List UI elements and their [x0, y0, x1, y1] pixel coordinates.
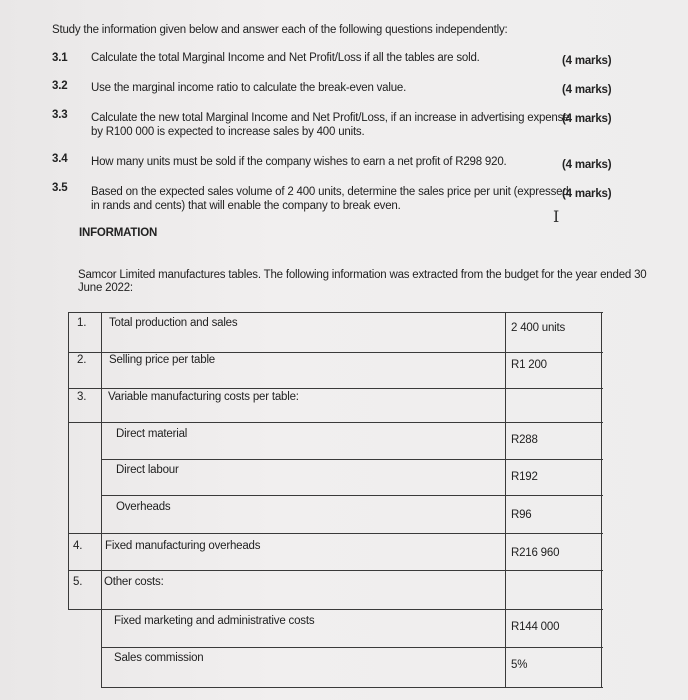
- table-row-label: Variable manufacturing costs per table:: [108, 391, 299, 403]
- table-row-value: R1 200: [511, 359, 547, 371]
- table-row-number: 5.: [73, 576, 83, 588]
- table-row-label: Fixed manufacturing overheads: [105, 540, 261, 552]
- table-border: [68, 422, 603, 423]
- info-heading: INFORMATION: [79, 227, 158, 239]
- table-row-number: 1.: [77, 317, 87, 329]
- table-row-value: 5%: [511, 659, 528, 671]
- question-number: 3.5: [52, 182, 68, 194]
- question-text: Calculate the total Marginal Income and Net Profit/Loss if all the tables are sold.: [91, 52, 480, 64]
- question-number: 3.1: [52, 52, 68, 64]
- info-text: Samcor Limited manufactures tables. The following information was extracted from the budget for the year ended 30: [78, 269, 647, 281]
- table-border: [101, 495, 603, 496]
- table-row-label: Overheads: [116, 501, 171, 513]
- question-text: in rands and cents) that will enable the company to break even.: [91, 200, 401, 212]
- table-border: [601, 312, 602, 688]
- question-text: How many units must be sold if the company wishes to earn a net profit of R298 920.: [91, 156, 507, 168]
- table-border: [68, 570, 603, 571]
- table-row-number: 2.: [77, 354, 87, 366]
- table-row-label: Fixed marketing and administrative costs: [114, 615, 315, 627]
- table-row-label: Other costs:: [104, 576, 164, 588]
- table-row-label: Direct labour: [116, 464, 179, 476]
- table-row-label: Direct material: [116, 428, 188, 440]
- table-border: [68, 609, 603, 610]
- table-row-label: Sales commission: [114, 652, 204, 664]
- table-row-number: 4.: [73, 540, 83, 552]
- table-border: [101, 687, 603, 688]
- question-text: Based on the expected sales volume of 2 400 units, determine the sales price per unit (expressed: [91, 186, 569, 198]
- table-row-value: R192: [511, 471, 538, 483]
- table-border: [68, 312, 603, 313]
- table-row-value: 2 400 units: [511, 322, 566, 334]
- text-cursor-icon: I: [553, 207, 560, 226]
- question-marks: (4 marks): [562, 55, 612, 67]
- table-row-value: R96: [511, 509, 532, 521]
- table-border: [101, 459, 603, 460]
- question-marks: (4 marks): [562, 159, 612, 171]
- table-row-number: 3.: [77, 391, 87, 403]
- intro-text: Study the information given below and answer each of the following questions independently:: [52, 24, 508, 36]
- table-border: [505, 312, 506, 688]
- table-row-value: R144 000: [511, 621, 560, 633]
- table-border: [101, 312, 102, 688]
- table-row-value: R216 960: [511, 547, 560, 559]
- table-border: [68, 533, 603, 534]
- question-number: 3.3: [52, 109, 68, 121]
- table-border: [101, 647, 603, 648]
- question-marks: (4 marks): [562, 113, 612, 125]
- question-number: 3.4: [52, 153, 68, 165]
- table-row-label: Selling price per table: [109, 354, 215, 366]
- info-text: June 2022:: [78, 282, 133, 294]
- question-marks: (4 marks): [562, 188, 612, 200]
- question-text: by R100 000 is expected to increase sales by 400 units.: [91, 126, 365, 138]
- question-text: Calculate the new total Marginal Income and Net Profit/Loss, if an increase in advertising expense: [91, 112, 570, 124]
- table-row-label: Total production and sales: [109, 317, 238, 329]
- question-text: Use the marginal income ratio to calculate the break-even value.: [91, 82, 407, 94]
- budget-table: [68, 312, 603, 688]
- table-border: [68, 312, 69, 609]
- table-row-value: R288: [511, 434, 538, 446]
- question-marks: (4 marks): [562, 84, 612, 96]
- question-number: 3.2: [52, 80, 68, 92]
